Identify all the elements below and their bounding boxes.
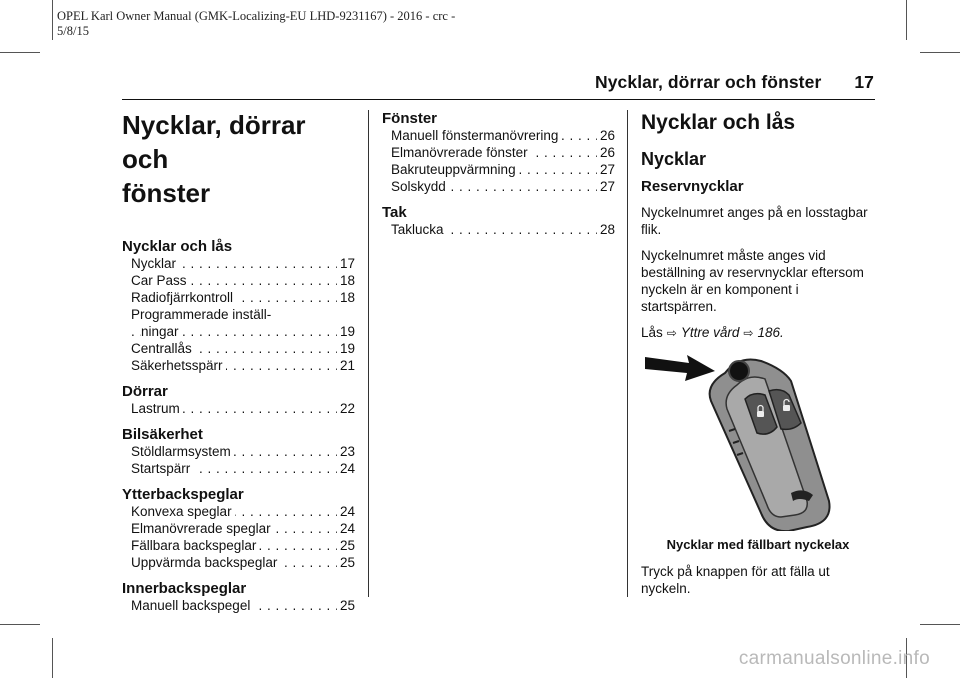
toc-entry-text: Konvexa speglar	[131, 504, 235, 519]
print-stamp-line: OPEL Karl Owner Manual (GMK-Localizing-EU LHD-9231167) - 2016 - crc -	[57, 9, 456, 23]
crop-mark	[906, 0, 907, 40]
toc-entry-text: Radiofjärrkontroll	[131, 290, 236, 305]
toc-list	[131, 597, 355, 614]
toc-entry[interactable]	[131, 554, 355, 571]
toc-entry-text: Programmerade inställ-	[131, 307, 274, 322]
cross-reference	[641, 324, 875, 342]
toc-entry-text: Car Pass	[131, 273, 190, 288]
toc-entry-page: 17	[337, 255, 355, 272]
toc-entry[interactable]	[391, 127, 615, 144]
toc-entry-page: 19	[337, 323, 355, 340]
toc-entry[interactable]	[131, 503, 355, 520]
toc-entry-page: 25	[337, 554, 355, 571]
running-head-title: Nycklar, dörrar och fönster	[594, 72, 822, 92]
reference-page[interactable]: 186.	[757, 325, 784, 340]
header-rule	[122, 99, 875, 100]
toc-list	[391, 127, 615, 195]
reference-arrow-icon: ⇨	[666, 326, 677, 340]
toc-entry-page: 26	[597, 127, 615, 144]
running-head	[595, 72, 874, 93]
toc-list	[131, 255, 355, 374]
toc-entry-text: ningar	[141, 324, 182, 339]
figure-caption: Nycklar med fällbart nyckelax	[666, 537, 850, 552]
crop-mark	[920, 52, 960, 53]
toc-entry-text: Lastrum	[131, 401, 183, 416]
toc-list	[391, 221, 615, 238]
toc-entry-text: Manuell fönstermanövrering	[391, 128, 561, 143]
toc-entry[interactable]	[131, 537, 355, 554]
crop-mark	[0, 52, 40, 53]
toc-entry-text: Uppvärmda backspeglar	[131, 555, 280, 570]
toc-entry-page: 18	[337, 289, 355, 306]
toc-entry-text: Elmanövrerade speglar	[131, 521, 274, 536]
body-paragraph: Nyckelnumret anges på en losstagbar flik.	[641, 205, 868, 237]
toc-entry-page: 25	[337, 537, 355, 554]
toc-entry-page: 27	[597, 161, 615, 178]
chapter-title-line: fönster	[122, 178, 211, 208]
toc-heading: Bilsäkerhet	[122, 426, 203, 443]
toc-heading: Dörrar	[122, 383, 168, 400]
toc-entry-text: Säkerhetsspärr	[131, 358, 226, 373]
toc-entry[interactable]	[131, 357, 355, 374]
toc-entry-text: Startspärr	[131, 461, 193, 476]
reference-link[interactable]: Yttre vård	[680, 325, 740, 340]
toc-entry[interactable]	[131, 460, 355, 477]
toc-entry[interactable]	[131, 306, 355, 340]
toc-entry-page: 18	[337, 272, 355, 289]
toc-entry-text: Stöldlarmsystem	[131, 444, 234, 459]
toc-entry-page: 21	[337, 357, 355, 374]
toc-list	[131, 503, 355, 571]
toc-entry-text: Manuell backspegel	[131, 598, 253, 613]
toc-list	[131, 443, 355, 477]
toc-entry[interactable]	[131, 520, 355, 537]
toc-entry-text: Taklucka	[391, 222, 447, 237]
toc-entry[interactable]	[131, 400, 355, 417]
toc-heading: Tak	[382, 204, 407, 221]
toc-entry[interactable]	[391, 144, 615, 161]
subsection-heading: Nycklar	[641, 149, 707, 169]
column-divider	[368, 110, 369, 597]
content-column	[641, 110, 875, 606]
release-button	[729, 361, 749, 381]
page-number: 17	[854, 72, 874, 92]
toc-entry-text: Nycklar	[131, 256, 179, 271]
toc-heading: Ytterbackspeglar	[122, 486, 244, 503]
toc-entry-page: 24	[337, 460, 355, 477]
section-heading: Nycklar och lås	[641, 111, 796, 134]
toc-entry[interactable]	[391, 178, 615, 195]
toc-heading: Nycklar och lås	[122, 238, 233, 255]
toc-entry-text: Bakruteuppvärmning	[391, 162, 519, 177]
body-paragraph: Tryck på knappen för att fälla ut nyckeln.	[641, 564, 830, 596]
toc-heading: Innerbackspeglar	[122, 580, 247, 597]
body-paragraph: Nyckelnumret måste anges vid beställning av reservnycklar eftersom nyckeln är en komponent i startspärren.	[641, 248, 864, 314]
toc-entry[interactable]	[391, 221, 615, 238]
column-divider	[627, 110, 628, 597]
toc-entry[interactable]	[131, 597, 355, 614]
toc-column-1	[122, 108, 355, 623]
toc-entry[interactable]	[131, 340, 355, 357]
toc-entry-page: 22	[337, 400, 355, 417]
toc-entry-page: 24	[337, 520, 355, 537]
toc-entry-page: 26	[597, 144, 615, 161]
watermark: carmanualsonline.info	[738, 648, 930, 669]
toc-list	[131, 400, 355, 417]
toc-entry-page: 25	[337, 597, 355, 614]
toc-entry-text: Fällbara backspeglar	[131, 538, 259, 553]
toc-entry-page: 27	[597, 178, 615, 195]
toc-entry[interactable]	[131, 443, 355, 460]
toc-entry-page: 23	[337, 443, 355, 460]
pointer-arrow-icon	[645, 355, 715, 381]
toc-entry-page: 24	[337, 503, 355, 520]
toc-entry-page: 19	[337, 340, 355, 357]
chapter-title	[122, 108, 355, 210]
print-stamp	[57, 9, 527, 39]
toc-entry-text: Solskydd	[391, 179, 449, 194]
crop-mark	[0, 624, 40, 625]
toc-entry[interactable]	[391, 161, 615, 178]
crop-mark	[52, 638, 53, 678]
toc-entry-text: Centrallås	[131, 341, 195, 356]
key-figure	[641, 351, 875, 531]
chapter-title-line: Nycklar, dörrar och	[122, 110, 306, 174]
toc-entry[interactable]	[131, 255, 355, 272]
crop-mark	[920, 624, 960, 625]
print-stamp-line: 5/8/15	[57, 24, 89, 38]
folding-key-illustration	[641, 351, 875, 531]
reference-prefix: Lås	[641, 325, 663, 340]
toc-entry[interactable]	[131, 272, 355, 289]
reference-arrow-icon: ⇨	[743, 326, 754, 340]
toc-entry-text: Elmanövrerade fönster	[391, 145, 531, 160]
toc-column-2	[382, 110, 615, 247]
toc-entry[interactable]	[131, 289, 355, 306]
subsubsection-heading: Reservnycklar	[641, 178, 744, 195]
toc-heading: Fönster	[382, 110, 438, 127]
toc-entry-page: 28	[597, 221, 615, 238]
crop-mark	[52, 0, 53, 40]
